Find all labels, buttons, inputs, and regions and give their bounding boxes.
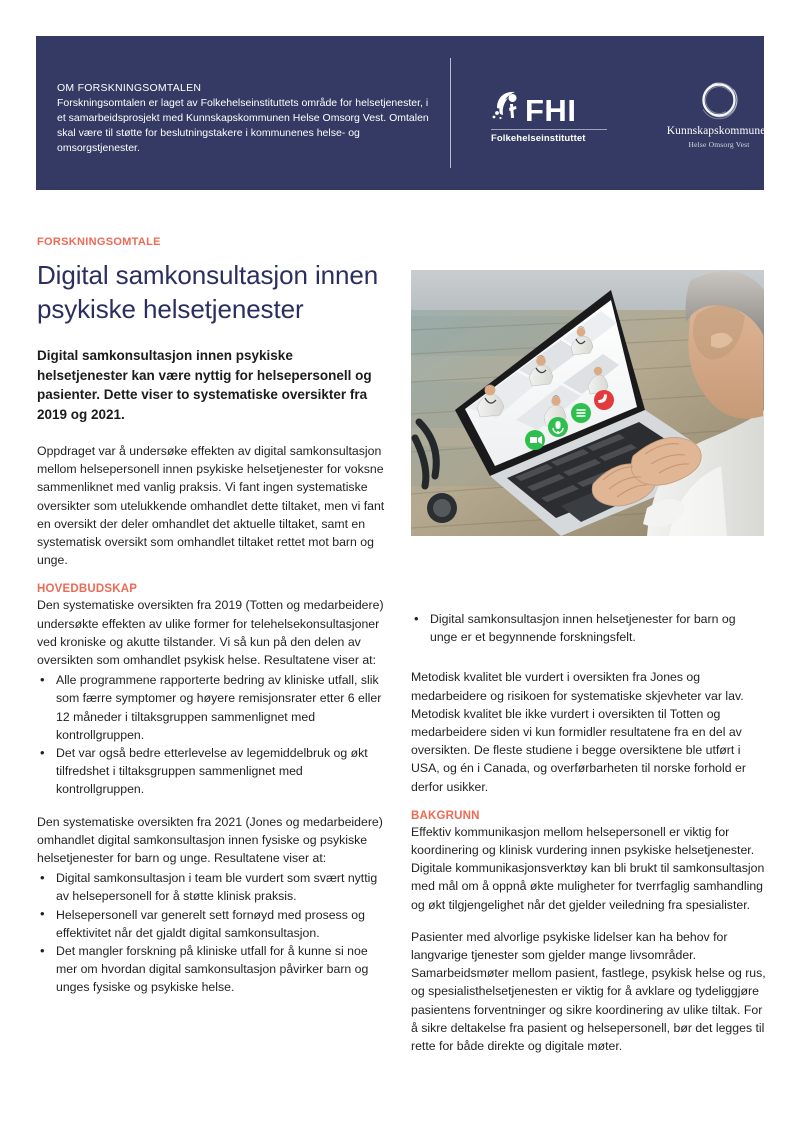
bakgrunn-paragraph-1: Effektiv kommunikasjon mellom helsepersonell er viktig for koordinering og klinisk vurdering innen psykiske helsetjenester. Digitale kommunikasjonsverktøy kan bli brukt til samkonsultasjon med mål om å oppnå økte muligheter for tverrfaglig samhandling og økt tilgjengelighet når det gjelder veiledning fra spesialister. — [411, 824, 765, 912]
header-description: Forskningsomtalen er laget av Folkehelseinstituttets område for helsetjenester, i et samarbeidsprosjekt med Kunnskapskommunen Helse Omsorg Vest. Omtalen skal være til støtte for beslutningstakere i kommunenes helse- og omsorgstjenester. — [57, 97, 429, 154]
list-item: • Det mangler forskning på kliniske utfall for å kunne si noe mer om hvordan digital samkonsultasjon påvirker barn og unges fysiske og psykiske helse. — [37, 942, 385, 997]
fhi-logo — [491, 82, 611, 148]
fhi-subtitle: Folkehelseinstituttet — [491, 133, 586, 144]
header-about-block — [57, 81, 437, 156]
fhi-wordmark: FHI — [525, 93, 577, 128]
header-band — [36, 36, 772, 190]
quality-paragraph: Metodisk kvalitet ble vurdert i oversikten fra Jones og medarbeidere og risikoen for systematiske skjevheter var lav. Metodisk kvalitet ble ikke vurdert i oversikten til Totten og medarbeidere siden vi kun formidler resultatene fra en del av oversikten. De fleste studiene i begge oversiktene ble utført i USA, og én i Canada, og overførbarheten til norske forhold er derfor usikker. — [411, 670, 746, 794]
article-lead: Digital samkonsultasjon innen psykiske helsetjenester kan være nyttig for helsepersonell og pasienter. Dette viser to systematiske oversikter fra 2019 og 2021. — [37, 348, 372, 422]
article-intro: Oppdraget var å undersøke effekten av digital samkonsultasjon mellom helsepersonell innen psykiske helsetjenester for voksne sammenliknet med vanlig praksis. Vi fant ingen systematiske oversikter som utelukkende omhandlet dette tiltaket, men vi fant en oversikt der deler omhandlet det aktuelle tiltaket, samt en systematisk oversikt som omhandlet tiltaket rettet mot barn og unge. — [37, 444, 385, 568]
page-title: Digital samkonsultasjon innen psykiske helsetjenester — [37, 260, 379, 324]
list-item: • Helsepersonell var generelt sett fornøyd med prosess og effektivitet når det gjaldt digital samkonsultasjon. — [37, 906, 385, 942]
hovedbudskap-heading: HOVEDBUDSKAP — [37, 583, 138, 596]
photo-illustration — [411, 270, 764, 536]
list-item: • Alle programmene rapporterte bedring av kliniske utfall, slik som færre symptomer og høyere remisjonsrater etter 6 eller 12 måneder i tiltaksgruppen sammenlignet med kontrollgruppen. — [37, 671, 385, 744]
left-column — [37, 236, 385, 1011]
list-item: • Digital samkonsultasjon i team ble vurdert som svært nyttig av helsepersonell for å støtte klinisk praksis. — [37, 869, 385, 905]
kunnskapskommunen-logo — [651, 78, 787, 156]
article-photo — [411, 270, 764, 536]
list-item: • Det var også bedre etterlevelse av legemiddelbruk og økt tilfredshet i tiltaksgruppen sammenlignet med kontrollgruppen. — [37, 744, 385, 799]
fhi-figure-icon — [491, 88, 521, 126]
kk-subtitle: Helse Omsorg Vest — [688, 140, 750, 149]
kk-wordmark: Kunnskapskommunen — [666, 125, 772, 137]
hovedbudskap-paragraph-2019: Den systematiske oversikten fra 2019 (Totten og medarbeidere) undersøkte effekten av ulike former for telehelsekonsultasjoner ved kroniske og akutte tilstander. Vi så kun på den delen av oversikten som omhandlet psykisk helse. Resultatene viser at: — [37, 598, 384, 668]
list-item: • Digital samkonsultasjon innen helsetjenester for barn og unge er et begynnende forskningsfelt. — [411, 610, 766, 646]
kk-ring-icon — [651, 78, 787, 122]
hovedbudskap-bullets-continued — [411, 610, 766, 646]
header-kicker: OM FORSKNINGSOMTALEN — [57, 82, 202, 94]
spacer — [411, 660, 766, 668]
hovedbudskap-bullets-2021 — [37, 869, 385, 996]
bakgrunn-paragraph-2: Pasienter med alvorlige psykiske lidelser kan ha behov for langvarige tjenester som gjelder mange livsområder. Samarbeidsmøter mellom pasient, fastlege, psykisk helse og rus, og spesialisthelsetjenesten er viktig for å avklare og tydeliggjøre pasientens forventninger og sikre koordinering av ulike tiltak. For å sikre deltakelse fra pasient og helsepersonell, bør det legges til rette for både direkte og digitale møter. — [411, 929, 766, 1054]
bakgrunn-heading: BAKGRUNN — [411, 809, 480, 822]
hovedbudskap-paragraph-2021: Den systematiske oversikten fra 2021 (Jones og medarbeidere) omhandlet digital samkonsultasjon innen fysiske og psykiske helsetjenester for barn og unge. Resultatene viser at: — [37, 814, 383, 866]
right-column — [411, 610, 766, 1069]
header-divider — [450, 58, 451, 168]
hovedbudskap-bullets-2019 — [37, 671, 385, 798]
fhi-rule — [491, 129, 607, 130]
article-kicker: FORSKNINGSOMTALE — [37, 236, 161, 248]
